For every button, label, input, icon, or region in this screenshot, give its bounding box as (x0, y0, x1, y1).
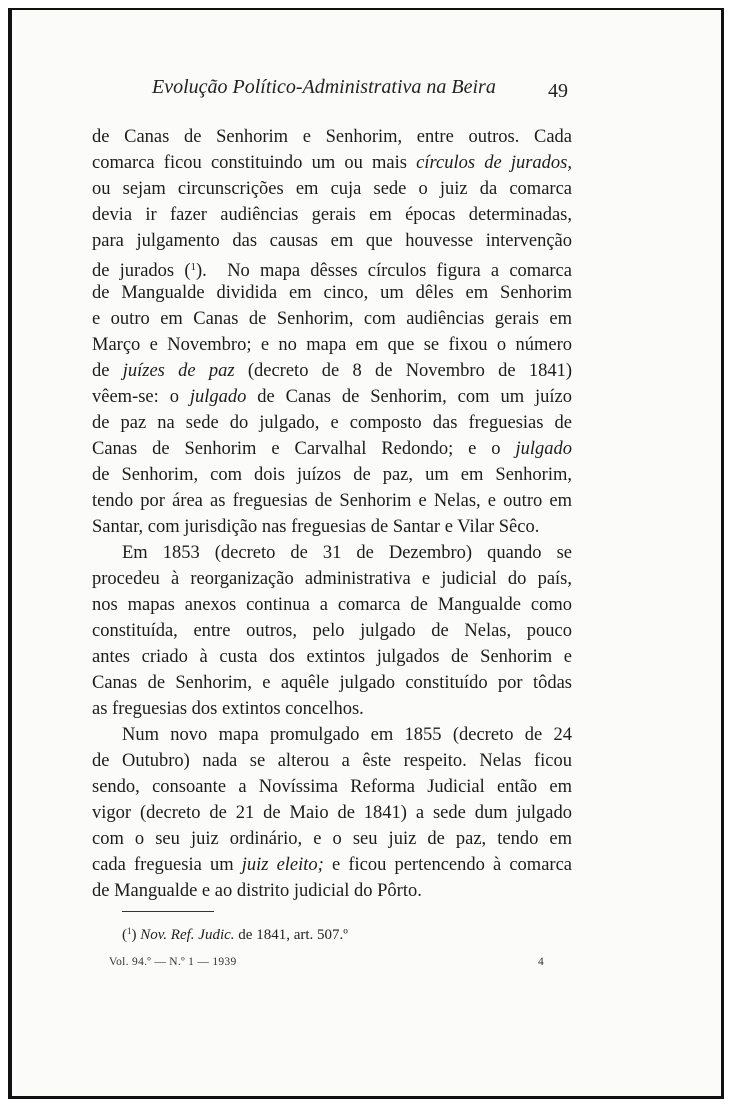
text-run: de Senhorim, com dois juízos de paz, um em Senhorim, (92, 465, 572, 485)
text-line (92, 592, 572, 618)
text-line (92, 436, 572, 462)
text-line (92, 280, 572, 306)
text-run: de Mangualde e ao distrito judicial do Pôrto. (92, 881, 422, 901)
text-line (92, 540, 572, 566)
text-run: para julgamento das causas em que houvesse intervenção (92, 231, 572, 251)
text-run: Canas de Senhorim, e aquêle julgado constituído por tôdas (92, 673, 572, 693)
text-run: as freguesias dos extintos concelhos. (92, 699, 364, 719)
text-run: Santar, com jurisdição nas freguesias de Santar e Vilar Sêco. (92, 517, 540, 537)
text-run: procedeu à reorganização administrativa e judicial do país, (92, 569, 572, 589)
italic-run: juízes de paz (122, 361, 235, 381)
text-line (92, 176, 572, 202)
footnote-ref: 1 (190, 261, 196, 273)
text-run: vigor (decreto de 21 de Maio de 1841) a sede dum julgado (92, 803, 572, 823)
text-run: de jurados ( (92, 261, 191, 281)
text-line (92, 748, 572, 774)
text-run: com o seu juiz ordinário, e o seu juiz de paz, tendo em (92, 829, 572, 849)
running-title: Evolução Político-Administrativa na Beira (152, 76, 496, 98)
text-line (92, 488, 572, 514)
text-line (92, 722, 572, 748)
footnote-rest: de 1841, art. 507.º (234, 927, 348, 943)
paragraph (92, 540, 572, 722)
text-line (92, 358, 572, 384)
italic-run: juiz eleito; (241, 855, 324, 875)
text-run: ). No mapa dêsses círculos figura a comarca (196, 261, 572, 281)
text-run: Março e Novembro; e no mapa em que se fixou o número (92, 335, 572, 355)
text-line (92, 124, 572, 150)
italic-run: julgado (515, 439, 572, 459)
body-text (92, 124, 572, 904)
page-number: 49 (548, 80, 568, 102)
text-run: de Canas de Senhorim, com um juízo (246, 387, 572, 407)
text-run: de Outubro) nada se alterou a êste respeito. Nelas ficou (92, 751, 572, 771)
text-line (92, 852, 572, 878)
text-line (92, 306, 572, 332)
text-run: Em 1853 (decreto de 31 de Dezembro) quando se (122, 543, 572, 563)
italic-run: julgado (189, 387, 247, 407)
text-line (92, 878, 572, 904)
text-run: (decreto de 8 de Novembro de 1841) (234, 361, 572, 381)
signature-mark: 4 (538, 956, 544, 968)
text-line (92, 202, 572, 228)
paragraph (92, 124, 572, 540)
text-run: nos mapas anexos continua a comarca de Mangualde como (92, 595, 572, 615)
text-line (92, 618, 572, 644)
text-run: comarca ficou constituindo um ou mais (92, 153, 417, 173)
text-line (92, 254, 572, 280)
text-line (92, 384, 572, 410)
page (8, 8, 724, 1099)
italic-run: círculos de jurados, (416, 153, 572, 173)
text-run: tendo por área as freguesias de Senhorim e Nelas, e outro em (92, 491, 572, 511)
text-run: antes criado à custa dos extintos julgados de Senhorim e (92, 647, 572, 667)
text-line (92, 228, 572, 254)
text-line (92, 462, 572, 488)
text-line (92, 150, 572, 176)
text-run: sendo, consoante a Novíssima Reforma Judicial então em (92, 777, 572, 797)
footnote: ($^1$) Nov. Ref. Judic. de 1841, art. 507.º (122, 926, 348, 943)
text-run: cada freguesia um (92, 855, 242, 875)
text-run: devia ir fazer audiências gerais em épocas determinadas, (92, 205, 572, 225)
text-run: Canas de Senhorim e Carvalhal Redondo; e o (92, 439, 516, 459)
text-run: Num novo mapa promulgado em 1855 (decreto de 24 (122, 725, 572, 745)
paragraph (92, 722, 572, 904)
text-run: ou sejam circunscrições em cuja sede o juiz da comarca (92, 179, 572, 199)
text-run: de (92, 361, 123, 381)
text-run: de Canas de Senhorim e Senhorim, entre outros. Cada (92, 127, 572, 147)
text-line (92, 670, 572, 696)
text-run: de paz na sede do julgado, e composto das freguesias de (92, 413, 572, 433)
text-line (92, 514, 572, 540)
footnote-separator (122, 911, 214, 912)
text-run: vêem-se: o (92, 387, 190, 407)
text-run: constituída, entre outros, pelo julgado de Nelas, pouco (92, 621, 572, 641)
text-run: de Mangualde dividida em cinco, um dêles em Senhorim (92, 283, 572, 303)
text-line (92, 774, 572, 800)
text-line (92, 696, 572, 722)
footnote-marker: 1 (127, 926, 132, 936)
text-run: e ficou pertencendo à comarca (323, 855, 572, 875)
text-line (92, 332, 572, 358)
text-line (92, 410, 572, 436)
text-line (92, 566, 572, 592)
text-run: e outro em Canas de Senhorim, com audiências gerais em (92, 309, 572, 329)
printer-signature: Vol. 94.º — N.º 1 — 1939 (109, 956, 237, 968)
footnote-source: Nov. Ref. Judic. (140, 927, 235, 943)
text-line (92, 800, 572, 826)
text-line (92, 826, 572, 852)
text-line (92, 644, 572, 670)
